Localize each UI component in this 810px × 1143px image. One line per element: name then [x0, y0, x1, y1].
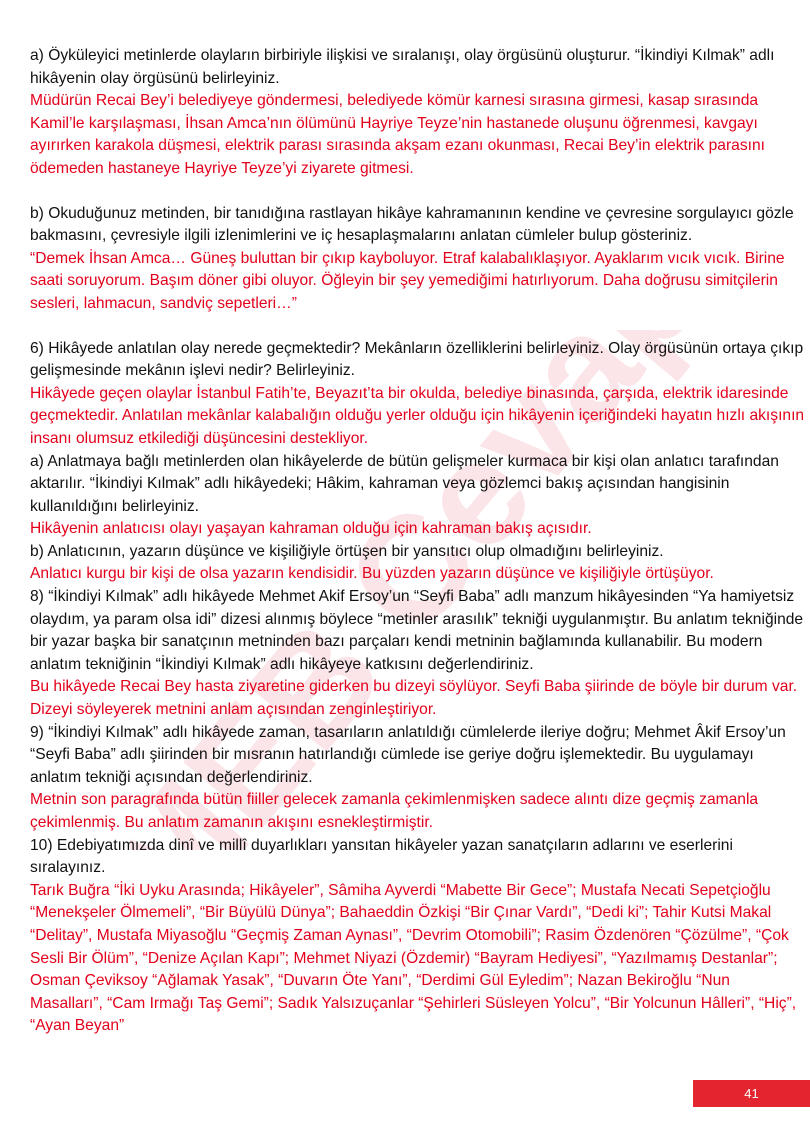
question-10: 10) Edebiyatımızda dinî ve millî duyarlıkları yansıtan hikâyeler yazan sanatçıların adlarını ve eserlerini sıralayınız.: [30, 836, 733, 877]
answer-10: Tarık Buğra “İki Uyku Arasında; Hikâyeler”, Sâmiha Ayverdi “Mabette Bir Gece”; Mustafa Necati Sepetçioğlu “Menekşeler Ölmemeli”, “Bir Büyülü Dünya”; Bahaeddin Özkişi “Bir Çınar Vardı”, “Dedi ki”; Tahir Kutsi Makal “Delitay”, Mustafa Miyasoğlu “Geçmiş Zaman Aynası”, “Devrim Otomobili”; Rasim Özdenören “Çözülme”, “Çok Sesli Bir Ölüm”, “Denize Açılan Kapı”; Mehmet Niyazi (Özdemir) “Bayram Hediyesi”, “Yazılmamış Destanlar”; Osman Çeviksoy “Ağlamak Yasak”, “Duvarın Öte Yanı”, “Derdimi Gül Eyledim”; Nazan Bekiroğlu “Nun Masalları”, “Cam Irmağı Taş Gemi”; Sadık Yalsızuçanlar “Şehirleri Süsleyen Yolcu”, “Bir Yolcunun Hâlleri”, “Hiç”, “Ayan Beyan”: [30, 881, 797, 1035]
answer-7b: Anlatıcı kurgu bir kişi de olsa yazarın kendisidir. Bu yüzden yazarın düşünce ve kişiliğiyle örtüşüyor.: [30, 565, 714, 583]
svg-text:MEB Cevap: MEB Cevap: [130, 330, 690, 850]
question-7b: b) Anlatıcının, yazarın düşünce ve kişiliğiyle örtüşen bir yansıtıcı olup olmadığını belirleyiniz.: [30, 542, 664, 560]
answer-7a: Hikâyenin anlatıcısı olayı yaşayan kahraman olduğu için kahraman bakış açısıdır.: [30, 520, 592, 538]
question-6: 6) Hikâyede anlatılan olay nerede geçmektedir? Mekânların özelliklerini belirleyiniz. Olay örgüsünün ortaya çıkıp gelişmesinde mekânın işlevi nedir? Belirleyiniz.: [30, 339, 804, 380]
document-body: [30, 45, 805, 1038]
answer-1a: Müdürün Recai Bey’i belediyeye göndermesi, belediyede kömür karnesi sırasına girmesi, kasap sırasında Kamil’le karşılaşması, İhsan Amca’nın ölümünü Hayriye Teyze’nin hastanede oluşunu öğrenmesi, kavgayı ayırırken karakola düşmesi, elektrik parası sırasında akşam ezanı okunması, Recai Bey’in elektrik parasını ödemeden hastaneye Hayriye Teyze’yi ziyarete gitmesi.: [30, 92, 765, 177]
question-7a: a) Anlatmaya bağlı metinlerden olan hikâyelerde de bütün gelişmeler kurmaca bir kişi olan anlatıcı tarafından aktarılır. “İkindiyi Kılmak” adlı hikâyedeki; Hâkim, kahraman veya gözlemci bakış açısından hangisinin kullanıldığını belirleyiniz.: [30, 452, 779, 515]
question-1a: a) Öyküleyici metinlerde olayların birbiriyle ilişkisi ve sıralanışı, olay örgüsünü oluşturur. “İkindiyi Kılmak” adlı hikâyenin olay örgüsünü belirleyiniz.: [30, 47, 775, 87]
spacer: [30, 316, 805, 338]
answer-1b: “Demek İhsan Amca… Güneş buluttan bir çıkıp kayboluyor. Etraf kalabalıklaşıyor. Ayaklarım vıcık vıcık. Birine saati soruyorum. Başım döner gibi oluyor. Öğleyin bir şey yemediğimi hatırlıyorum. Daha doğrusu simitçilerin sesleri, lahmacun, sandviç sepetleri…”: [30, 249, 785, 312]
question-1b: b) Okuduğunuz metinden, bir tanıdığına rastlayan hikâye kahramanının kendine ve çevresine sorgulayıcı gözle bakmasını, çevresiyle ilgili izlenimlerini ve iç hesaplaşmalarını anlatan cümleler bulup gösteriniz.: [30, 204, 794, 245]
answer-8: Bu hikâyede Recai Bey hasta ziyaretine giderken bu dizeyi söylüyor. Seyfi Baba şiirinde de böyle bir durum var. Dizeyi söyleyerek metnini anlam açısından zenginleştiriyor.: [30, 678, 798, 719]
page-number-badge: 41: [693, 1080, 810, 1107]
question-8: 8) “İkindiyi Kılmak” adlı hikâyede Mehmet Akif Ersoy’un “Seyfi Baba” adlı manzum hikâyesinden “Ya hamiyetsiz olaydım, ya param olsa idi” dizesi alınmış böylece “metinler arasılık” tekniği uygulanmıştır. Bu anlatım tekniğinde bir yazar başka bir sanatçının metninden bazı parçaları kendi metninin bağlamında kullanabilir. Bu modern anlatım tekniğinin “İkindiyi Kılmak” adlı hikâyeye katkısını değerlendiriniz.: [30, 588, 804, 673]
answer-6: Hikâyede geçen olaylar İstanbul Fatih’te, Beyazıt’ta bir okulda, belediye binasında, çarşıda, elektrik idaresinde geçmektedir. Anlatılan mekânlar kalabalığın olduğu yerler olduğu için hikâyenin içeriğindeki hayatın hızlı akışının insanı olumsuz etkilediği düşüncesini destekliyor.: [30, 384, 805, 447]
spacer: [30, 181, 805, 203]
answer-9: Metnin son paragrafında bütün fiiller gelecek zamanla çekimlenmişken sadece alıntı dize geçmiş zamanla çekimlenmiş. Bu anlatım zamanın akışını esnekleştirmiştir.: [30, 791, 759, 831]
question-9: 9) “İkindiyi Kılmak” adlı hikâyede zaman, tasarıların anlatıldığı cümlelerde ileriye doğru; Mehmet Âkif Ersoy’un “Seyfi Baba” adlı şiirinden bir mısranın hatırlandığı cümlede ise geriye doğru işlemektedir. Bu uygulamayı anlatım tekniği açısından değerlendiriniz.: [30, 723, 786, 786]
